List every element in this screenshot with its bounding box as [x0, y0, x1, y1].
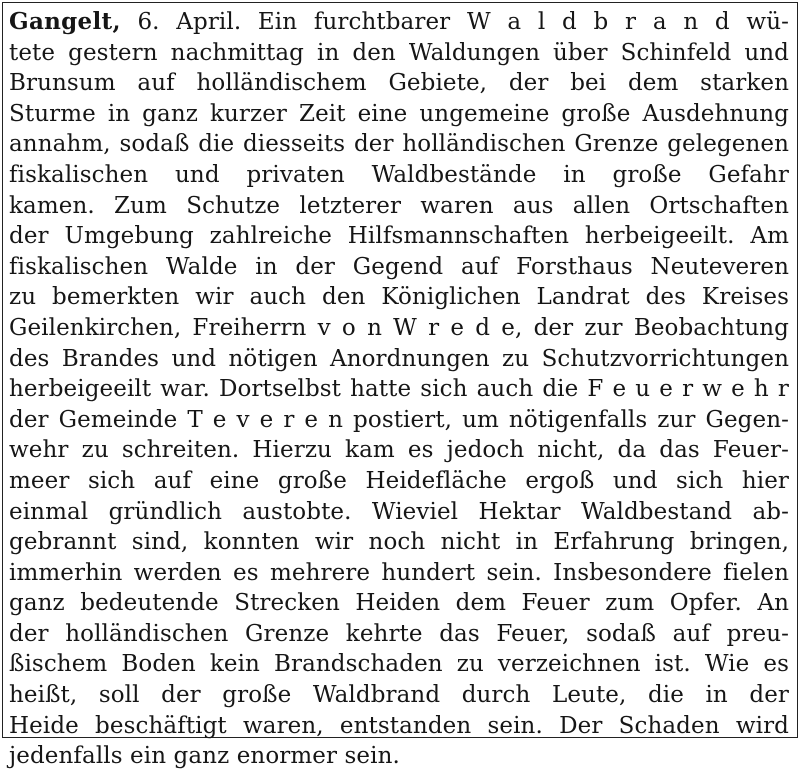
text-line: Heide beschäftigt waren, entstanden sein. Der Schaden wird: [9, 712, 789, 739]
text-line: ßischem Boden kein Brandschaden zu verzeichnen ist. Wie es: [9, 651, 789, 678]
text-line: der holländischen Grenze kehrte das Feuer, sodaß auf preu-: [9, 620, 789, 647]
text-line: zu bemerkten wir auch den Königlichen Landrat des Kreises: [9, 284, 789, 311]
text-line: des Brandes und nötigen Anordnungen zu Schutzvorrichtungen: [9, 345, 789, 372]
text-line: immerhin werden es mehrere hundert sein. Insbesondere fielen: [9, 559, 789, 586]
text-line: Brunsum auf holländischem Gebiete, der bei dem starken: [9, 70, 789, 97]
text-line: heißt, soll der große Waldbrand durch Leute, die in der: [9, 682, 789, 709]
text-line: Sturme in ganz kurzer Zeit eine ungemeine große Ausdehnung: [9, 100, 789, 127]
text-line: kamen. Zum Schutze letzterer waren aus allen Ortschaften: [9, 192, 789, 219]
article-body: [9, 7, 789, 772]
text-line: gebrannt sind, konnten wir noch nicht in Erfahrung bringen,: [9, 529, 789, 556]
text-line: einmal gründlich austobte. Wieviel Hektar Waldbestand ab-: [9, 498, 789, 525]
text-line: [9, 7, 789, 38]
text-line: jedenfalls ein ganz enormer sein.: [9, 743, 400, 770]
text-line: fiskalischen und privaten Waldbestände in große Gefahr: [9, 161, 789, 188]
text-line: der Gemeinde T e v e r e n postiert, um nötigenfalls zur Gegen-: [9, 406, 789, 433]
dateline: Gangelt,: [9, 8, 121, 35]
text-line: fiskalischen Walde in der Gegend auf Forsthaus Neuteveren: [9, 253, 789, 280]
newspaper-clipping: [2, 2, 798, 770]
text-line: Geilenkirchen, Freiherrn v o n W r e d e, der zur Beobachtung: [9, 314, 789, 341]
text-line: herbeigeeilt war. Dortselbst hatte sich auch die F e u e r w e h r: [9, 376, 789, 403]
text-line: annahm, sodaß die diesseits der holländischen Grenze gelegenen: [9, 131, 789, 158]
text-line: tete gestern nachmittag in den Waldungen über Schinfeld und: [9, 39, 789, 66]
text-line: wehr zu schreiten. Hierzu kam es jedoch nicht, da das Feuer-: [9, 437, 789, 464]
text-line: der Umgebung zahlreiche Hilfsmannschaften herbeigeeilt. Am: [9, 223, 789, 250]
text-line: ganz bedeutende Strecken Heiden dem Feuer zum Opfer. An: [9, 590, 789, 617]
line-text: 6. April. Ein furchtbarer W a l d b r a n d wü-: [120, 9, 789, 35]
text-line: meer sich auf eine große Heidefläche ergoß und sich hier: [9, 467, 789, 494]
